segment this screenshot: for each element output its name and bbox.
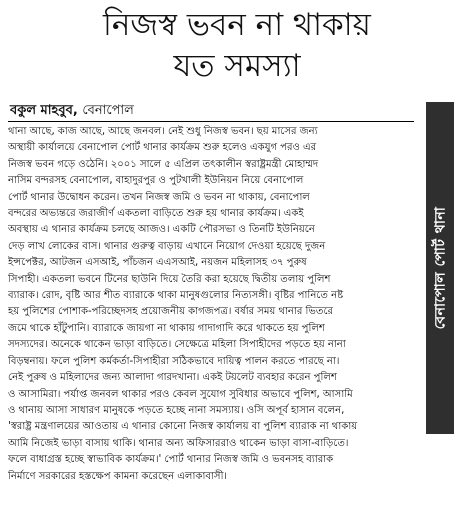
body-line: অবস্থায় এ থানার কার্যক্রম চলছে আজও। একটি পৌরসভা ও তিনটি ইউনিয়নে	[8, 224, 315, 236]
body-line: জমে থাকে হাঁটুপানি। ব্যারাকে জায়গা না থাকায় গাদাগাদি করে থাকতে হয় পুলিশ	[8, 322, 325, 334]
body-line: পোর্ট থানার উদ্বোধন করেন। তখন নিজস্ব জমি ও ভবন না থাকায়, বেনাপোল	[8, 191, 310, 203]
body-line: সদস্যদের। অনেকে থাকেন ভাড়া বাড়িতে। সেক্ষেত্রে মহিলা সিপাহীদের পড়তে হয় নানা	[8, 339, 346, 351]
body-line: ও থানায় আসা সাধারণ মানুষকে পড়তে হচ্ছে নানা সমস্যায়। ওসি অপূর্ব হাসান বলেন,	[8, 404, 345, 416]
body-line: হয় পুলিশের পোশাক-পরিচ্ছেদসহ প্রয়োজনীয় কাগজপত্র। বর্ষার সময় থানার ভিতরে	[8, 306, 334, 318]
body-line: বন্দরের অভ্যন্তরে জরাজীর্ণ একতলা বাড়িতে শুরু হয় থানার কার্যক্রম। একই	[8, 208, 304, 220]
byline-location: বেনাপোল	[82, 103, 134, 118]
body-line: দেড় লাখ লোকের বাস। থানার গুরুত্ব বাড়ায় এখানে নিয়োগ দেওয়া হয়েছে দুজন	[8, 240, 326, 252]
headline-line-2: যত সমস্যা	[173, 48, 301, 84]
body-line: ব্যারাক। রোদ, বৃষ্টি আর শীত ব্যারাকে থাকা মানুষগুলোর নিত্যসঙ্গী। বৃষ্টির পানিতে নষ্ট	[8, 290, 344, 302]
body-line: 'স্বরাষ্ট্র মন্ত্রণালয়ের আওতায় এ থানার কোনো নিজস্ব কার্যালয় বা পুলিশ ব্যারাক না থাকায়	[8, 421, 358, 433]
headline	[0, 6, 474, 88]
body-line: অস্থায়ী কার্যালয়ে বেনাপোল পোর্ট থানার কার্যক্রম শুরু হলেও একযুগ পরও এর	[8, 142, 317, 154]
body-line: সিপাহী। একতলা ভবনে টিনের ছাউনি দিয়ে তৈরি করা হয়েছে দ্বিতীয় তলায় পুলিশ	[8, 273, 331, 285]
body-line: আমি নিজেই ভাড়া বাসায় থাকি। থানার অন্য অফিসাররাও থাকেন ভাড়া বাসা-বাড়িতে।	[8, 437, 349, 449]
body-line: নির্মাণে সরকারের হস্তক্ষেপ কামনা করেছেন এলাকাবাসী।	[8, 470, 227, 482]
body-line: নিজস্ব ভবন গড়ে ওঠেনি। ২০০১ সালে ৫ এপ্রিল তৎকালীন স্বরাষ্ট্রমন্ত্রী মোহাম্মদ	[8, 158, 319, 170]
body-line: বিড়ম্বনায়। ফলে পুলিশ কর্মকর্তা-সিপাহীরা সঠিকভাবে দায়িত্ব পালন করতে পারছে না।	[8, 355, 340, 367]
byline-rule	[8, 121, 414, 122]
body-line: ইন্সপেক্টর, আটজন এসআই, পাঁচজন এএসআই, নয়জন মহিলাসহ ৩৭ পুরুষ	[8, 257, 307, 269]
side-tag-label: বেনাপোল পোর্ট থানা	[432, 206, 449, 330]
byline	[10, 102, 134, 120]
byline-author: বকুল মাহবুব,	[10, 103, 78, 118]
headline-line-1: নিজস্ব ভবন না থাকায়	[103, 7, 371, 43]
body-line: ও আসামিরা। পর্যাপ্ত জনবল থাকার পরও কেবল সুযোগ সুবিধার অভাবে পুলিশ, আসামি	[8, 388, 353, 400]
body-line: থানা আছে, কাজ আছে, আছে জনবল। নেই শুধু নিজস্ব ভবন। ছয় মাসের জন্য	[8, 126, 318, 137]
side-tag	[426, 102, 454, 434]
article-body	[8, 124, 414, 516]
body-line: নেই পুরুষ ও মহিলাদের জন্য আলাদা গারদখানা। একই টয়লেট ব্যবহার করেন পুলিশ	[8, 372, 337, 384]
body-line: নাসিম বন্দরসহ বেনাপোল, বাহাদুরপুর ও পুটখালী ইউনিয়ন নিয়ে বেনাপোল	[8, 175, 304, 187]
body-line: ফলে বাধাগ্রস্ত হচ্ছে স্বাভাবিক কার্যক্রম।' পোর্ট থানার নিজস্ব জমি ও ভবনসহ ব্যারাক	[8, 454, 334, 466]
